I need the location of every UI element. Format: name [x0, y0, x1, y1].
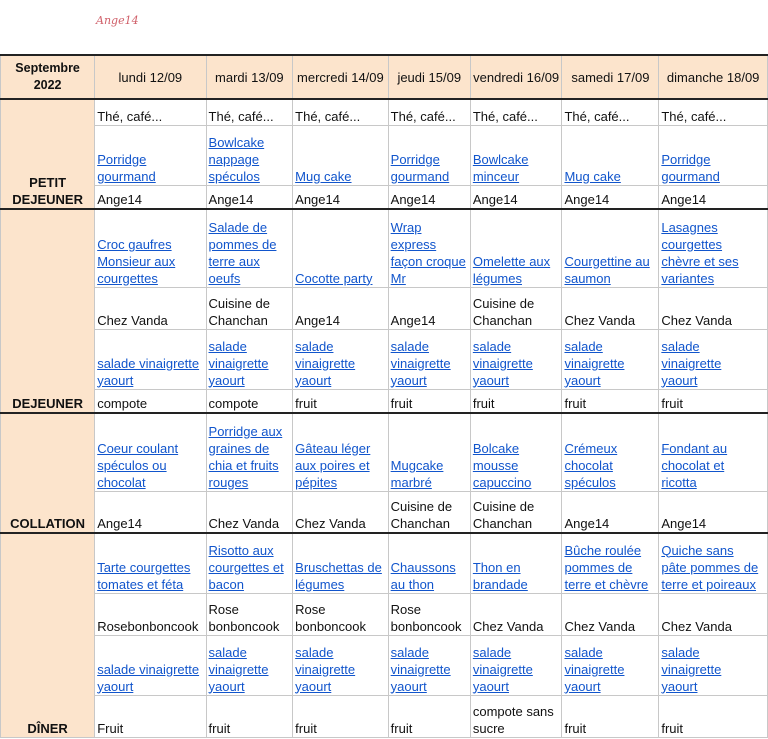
table-cell: [293, 389, 389, 413]
cell-text: Cuisine de Chanchan: [208, 295, 270, 328]
table-cell: [293, 185, 389, 209]
table-cell: [470, 593, 562, 635]
table-cell: [293, 533, 389, 593]
table-cell: [388, 287, 470, 329]
meal-plan-table: [0, 54, 768, 738]
recipe-link[interactable]: Salade de pommes de terre aux oeufs: [208, 219, 277, 286]
cell-text: fruit: [564, 396, 587, 411]
table-cell: [293, 99, 389, 125]
cell-text: Cuisine de Chanchan: [472, 499, 535, 531]
recipe-link[interactable]: Tarte courgettes tomates et féta: [97, 559, 191, 592]
recipe-link[interactable]: Porridge gourmand: [97, 151, 156, 184]
table-cell: [293, 209, 389, 287]
table-cell: [388, 185, 470, 209]
table-cell: [562, 209, 659, 287]
day-header: jeudi 15/09: [388, 55, 470, 99]
recipe-link[interactable]: salade vinaigrette yaourt: [208, 338, 269, 388]
table-cell: [659, 185, 768, 209]
cell-text: Thé, café...: [208, 108, 274, 124]
day-header: vendredi 16/09: [470, 55, 562, 99]
table-cell: [388, 99, 470, 125]
table-cell: [470, 695, 562, 737]
table-row: [1, 125, 768, 185]
recipe-link[interactable]: Omelette aux légumes: [472, 253, 551, 286]
month-label: Septembre 2022: [1, 55, 95, 99]
cell-text: Thé, café...: [295, 108, 361, 124]
cell-text: fruit: [208, 720, 231, 736]
table-cell: [659, 125, 768, 185]
cell-text: Fruit: [97, 720, 124, 736]
day-header: mercredi 14/09: [293, 55, 389, 99]
table-cell: [659, 287, 768, 329]
cell-text: fruit: [661, 720, 684, 736]
cell-text: fruit: [472, 396, 495, 411]
cell-text: Chez Vanda: [661, 618, 732, 634]
meal-section-label-text: COLLATION: [10, 516, 86, 531]
table-row: [1, 185, 768, 209]
cell-text: Chez Vanda: [564, 312, 636, 328]
cell-text: Chez Vanda: [208, 516, 280, 531]
cell-text: Chez Vanda: [661, 312, 732, 328]
table-cell: [206, 593, 293, 635]
recipe-link[interactable]: Bowlcake minceur: [472, 151, 529, 184]
table-row: [1, 413, 768, 491]
table-cell: [562, 99, 659, 125]
cell-text: Thé, café...: [97, 108, 163, 124]
table-cell: [562, 491, 659, 533]
logo: Ange14: [96, 14, 139, 27]
cell-text: Cuisine de Chanchan: [390, 499, 453, 531]
cell-text: Thé, café...: [564, 108, 630, 124]
recipe-link[interactable]: salade vinaigrette yaourt: [208, 644, 269, 694]
table-cell: [562, 593, 659, 635]
recipe-link[interactable]: Gâteau léger aux poires et pépites: [295, 440, 371, 490]
cell-text: Ange14: [472, 192, 518, 207]
day-header: samedi 17/09: [562, 55, 659, 99]
table-cell: [95, 209, 206, 287]
recipe-link[interactable]: Wrap express façon croque Mr: [390, 219, 466, 286]
table-cell: [293, 635, 389, 695]
table-cell: [388, 593, 470, 635]
recipe-link[interactable]: Porridge gourmand: [390, 151, 450, 184]
table-cell: [470, 491, 562, 533]
recipe-link[interactable]: salade vinaigrette yaourt: [472, 338, 533, 388]
cell-text: fruit: [295, 396, 317, 411]
table-cell: [206, 695, 293, 737]
table-cell: [95, 593, 206, 635]
cell-text: Ange14: [661, 516, 707, 531]
table-row: [1, 635, 768, 695]
table-cell: [95, 185, 206, 209]
table-cell: [388, 209, 470, 287]
table-cell: [95, 533, 206, 593]
cell-text: Chez Vanda: [564, 618, 636, 634]
cell-text: Rose bonboncook: [390, 601, 462, 634]
table-cell: [659, 533, 768, 593]
recipe-link[interactable]: salade vinaigrette yaourt: [661, 338, 722, 388]
table-row: [1, 491, 768, 533]
table-row: [1, 389, 768, 413]
cell-text: Ange14: [97, 192, 143, 207]
recipe-link[interactable]: salade vinaigrette yaourt: [97, 661, 200, 694]
recipe-link[interactable]: salade vinaigrette yaourt: [472, 644, 533, 694]
table-cell: [659, 491, 768, 533]
recipe-link[interactable]: salade vinaigrette yaourt: [564, 338, 625, 388]
table-cell: [95, 287, 206, 329]
table-cell: [206, 389, 293, 413]
header-row: [1, 55, 768, 99]
table-cell: [470, 209, 562, 287]
cell-text: fruit: [390, 396, 413, 411]
table-cell: [659, 593, 768, 635]
meal-section-label: [1, 99, 95, 209]
meal-section-label-text: DEJEUNER: [12, 396, 83, 411]
table-cell: [293, 329, 389, 389]
cell-text: Ange14: [564, 516, 610, 531]
table-cell: [388, 413, 470, 491]
day-header: mardi 13/09: [206, 55, 293, 99]
table-cell: [206, 635, 293, 695]
table-cell: [659, 209, 768, 287]
cell-text: compote sans sucre: [472, 703, 554, 736]
table-cell: [562, 185, 659, 209]
table-cell: [659, 635, 768, 695]
recipe-link[interactable]: Bolcake mousse capuccino: [472, 440, 532, 490]
table-cell: [562, 125, 659, 185]
table-cell: [659, 695, 768, 737]
cell-text: Ange14: [208, 192, 254, 207]
table-cell: [470, 389, 562, 413]
recipe-link[interactable]: salade vinaigrette yaourt: [564, 644, 625, 694]
table-cell: [293, 491, 389, 533]
cell-text: Ange14: [295, 192, 340, 207]
table-cell: [293, 125, 389, 185]
table-cell: [562, 413, 659, 491]
table-cell: [293, 695, 389, 737]
table-row: [1, 593, 768, 635]
cell-text: fruit: [295, 720, 317, 736]
table-cell: [206, 287, 293, 329]
table-cell: [206, 125, 293, 185]
table-cell: [562, 287, 659, 329]
recipe-link[interactable]: Chaussons au thon: [390, 559, 456, 592]
table-row: [1, 287, 768, 329]
table-row: [1, 99, 768, 125]
day-header: dimanche 18/09: [659, 55, 768, 99]
table-cell: [470, 329, 562, 389]
recipe-link[interactable]: Bûche roulée pommes de terre et chèvre: [564, 542, 649, 592]
table-cell: [562, 329, 659, 389]
recipe-link[interactable]: Bruschettas de légumes: [295, 559, 382, 592]
recipe-link[interactable]: Lasagnes courgettes chèvre et ses variantes: [661, 219, 739, 286]
table-cell: [388, 491, 470, 533]
meal-section-label: [1, 209, 95, 413]
recipe-link[interactable]: Mugcake marbré: [390, 457, 444, 490]
meal-section-label-text: DÎNER: [27, 720, 68, 736]
table-cell: [388, 125, 470, 185]
recipe-link[interactable]: Quiche sans pâte pommes de terre et poireaux: [661, 542, 759, 592]
meal-section-label-text: PETIT DEJEUNER: [12, 175, 83, 207]
cell-text: fruit: [661, 396, 684, 411]
cell-text: compote: [208, 396, 259, 411]
cell-text: Ange14: [390, 312, 436, 328]
table-cell: [388, 389, 470, 413]
cell-text: Rosebonboncook: [97, 618, 199, 634]
recipe-link[interactable]: Coeur coulant spéculos ou chocolat: [97, 440, 179, 490]
table-cell: [470, 635, 562, 695]
table-cell: [95, 491, 206, 533]
table-cell: [206, 329, 293, 389]
table-cell: [470, 287, 562, 329]
table-cell: [562, 635, 659, 695]
table-cell: [470, 413, 562, 491]
table-cell: [388, 695, 470, 737]
table-cell: [95, 99, 206, 125]
table-cell: [388, 533, 470, 593]
table-cell: [659, 99, 768, 125]
recipe-link[interactable]: salade vinaigrette yaourt: [295, 338, 356, 388]
table-cell: [206, 533, 293, 593]
cell-text: Chez Vanda: [97, 312, 168, 328]
table-cell: [95, 413, 206, 491]
table-cell: [206, 491, 293, 533]
table-cell: [293, 593, 389, 635]
cell-text: Ange14: [661, 192, 707, 207]
table-cell: [206, 413, 293, 491]
recipe-link[interactable]: Risotto aux courgettes et bacon: [208, 542, 284, 592]
cell-text: Thé, café...: [472, 108, 538, 124]
cell-text: Thé, café...: [390, 108, 456, 124]
table-cell: [470, 125, 562, 185]
recipe-link[interactable]: Mug cake: [564, 168, 621, 184]
cell-text: Thé, café...: [661, 108, 727, 124]
recipe-link[interactable]: salade vinaigrette yaourt: [661, 644, 722, 694]
table-row: [1, 329, 768, 389]
table-cell: [95, 695, 206, 737]
cell-text: Rose bonboncook: [208, 601, 280, 634]
table-cell: [206, 209, 293, 287]
table-cell: [206, 185, 293, 209]
cell-text: Ange14: [564, 192, 610, 207]
recipe-link[interactable]: salade vinaigrette yaourt: [295, 644, 356, 694]
meal-section-label: [1, 533, 95, 737]
table-row: [1, 695, 768, 737]
cell-text: Chez Vanda: [295, 516, 366, 531]
cell-text: Chez Vanda: [472, 618, 544, 634]
recipe-link[interactable]: salade vinaigrette yaourt: [390, 644, 451, 694]
recipe-link[interactable]: Fondant au chocolat et ricotta: [661, 440, 728, 490]
table-cell: [206, 99, 293, 125]
cell-text: fruit: [564, 720, 587, 736]
cell-text: Rose bonboncook: [295, 601, 366, 634]
table-cell: [562, 533, 659, 593]
recipe-link[interactable]: Thon en brandade: [472, 559, 528, 592]
table-cell: [293, 287, 389, 329]
cell-text: Ange14: [390, 192, 436, 207]
recipe-link[interactable]: Mug cake: [295, 168, 352, 184]
table-cell: [95, 635, 206, 695]
cell-text: Cuisine de Chanchan: [472, 295, 535, 328]
cell-text: compote: [97, 396, 148, 411]
table-cell: [388, 635, 470, 695]
recipe-link[interactable]: Croc gaufres Monsieur aux courgettes: [97, 236, 176, 286]
table-cell: [470, 99, 562, 125]
table-cell: [95, 389, 206, 413]
cell-text: Ange14: [295, 312, 340, 328]
recipe-link[interactable]: Porridge aux graines de chia et fruits rouges: [208, 423, 283, 490]
table-cell: [388, 329, 470, 389]
day-header: lundi 12/09: [95, 55, 206, 99]
recipe-link[interactable]: Cocotte party: [295, 270, 373, 286]
recipe-link[interactable]: Bowlcake nappage spéculos: [208, 134, 265, 184]
meal-section-label: [1, 413, 95, 533]
table-cell: [95, 329, 206, 389]
cell-text: Ange14: [97, 516, 143, 531]
table-cell: [659, 329, 768, 389]
table-cell: [293, 413, 389, 491]
cell-text: fruit: [390, 720, 413, 736]
table-cell: [470, 533, 562, 593]
table-cell: [659, 413, 768, 491]
table-cell: [659, 389, 768, 413]
table-row: [1, 533, 768, 593]
table-row: [1, 209, 768, 287]
table-cell: [562, 695, 659, 737]
recipe-link[interactable]: salade vinaigrette yaourt: [390, 338, 451, 388]
table-cell: [95, 125, 206, 185]
recipe-link[interactable]: Courgettine au saumon: [564, 253, 650, 286]
recipe-link[interactable]: Porridge gourmand: [661, 151, 720, 184]
table-cell: [562, 389, 659, 413]
table-cell: [470, 185, 562, 209]
recipe-link[interactable]: Crémeux chocolat spéculos: [564, 440, 618, 490]
recipe-link[interactable]: salade vinaigrette yaourt: [97, 355, 200, 388]
